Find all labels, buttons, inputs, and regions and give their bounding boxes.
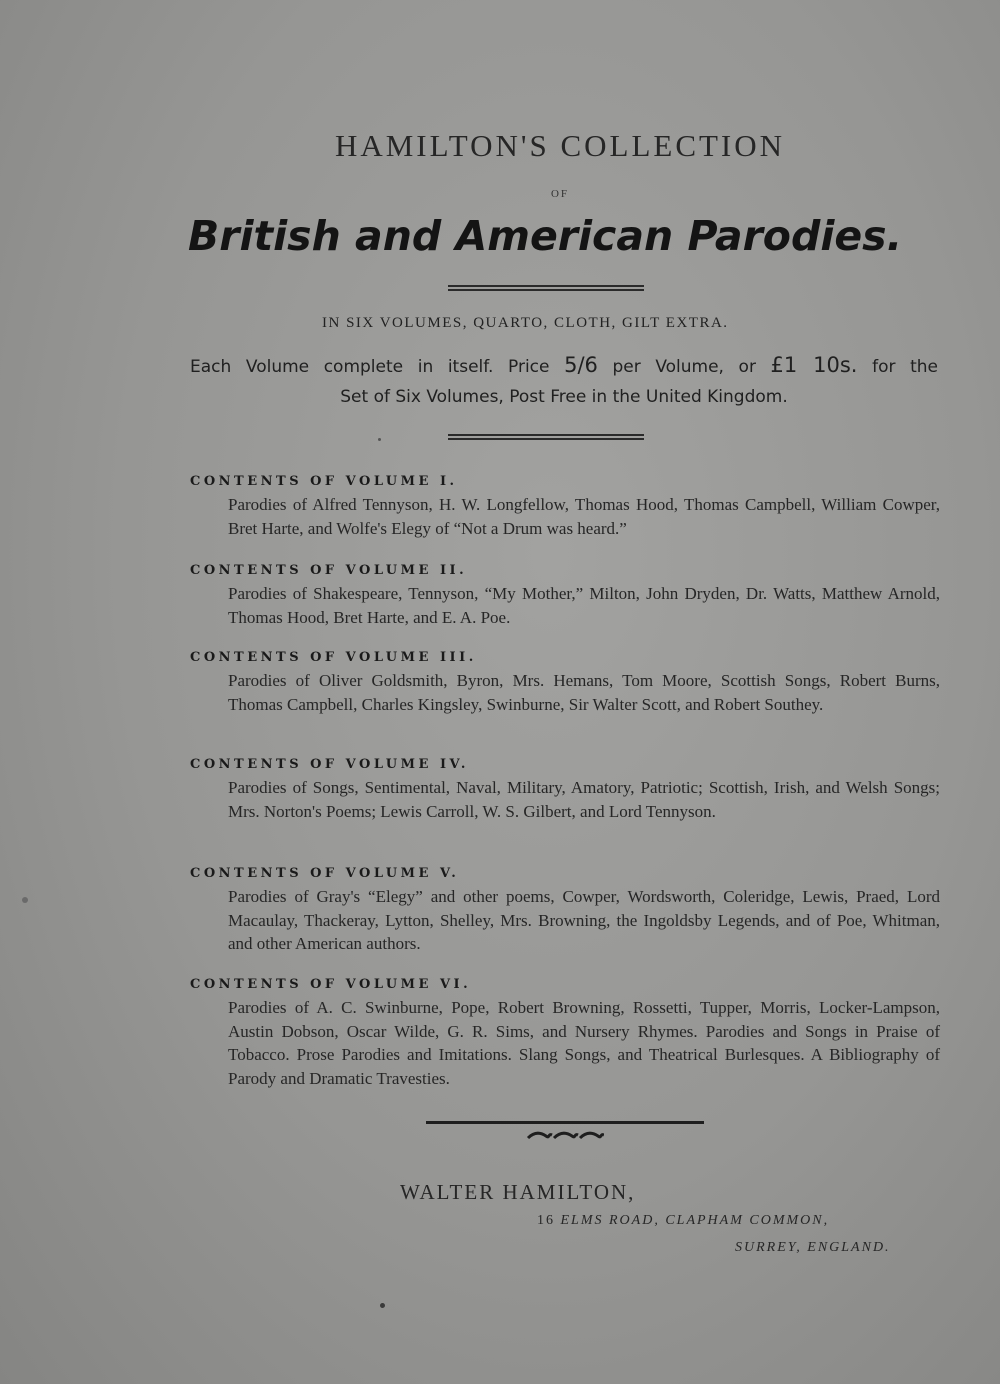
ink-speck — [378, 438, 381, 441]
volume-4-contents — [190, 757, 940, 823]
ink-speck — [22, 897, 28, 903]
volume-2-contents — [190, 563, 940, 629]
price-text-a: Each Volume complete in itself. Price — [190, 357, 565, 377]
publisher-address — [537, 1213, 829, 1229]
volume-heading: CONTENTS OF VOLUME II. — [190, 563, 468, 578]
ornament-icon — [524, 1129, 604, 1143]
volume-1-contents — [190, 474, 940, 540]
street-number: 16 — [537, 1213, 555, 1228]
volume-description: Parodies of Oliver Goldsmith, Byron, Mrs. Hemans, Tom Moore, Scottish Songs, Robert Burns, Thomas Campbell, Charles Kingsley, Swinburne, Sir Walter Scott, and Robert Southey. — [228, 671, 940, 714]
volume-heading: CONTENTS OF VOLUME I. — [190, 474, 458, 489]
street-name: ELMS ROAD, CLAPHAM COMMON, — [555, 1213, 830, 1228]
price-line-1 — [190, 350, 938, 382]
closing-rule — [426, 1121, 704, 1124]
collection-title: HAMILTON'S COLLECTION — [334, 128, 786, 163]
volume-heading: CONTENTS OF VOLUME V. — [190, 866, 460, 881]
volume-description: Parodies of A. C. Swinburne, Pope, Robert Browning, Rossetti, Tupper, Morris, Locker-Lampson, Austin Dobson, Oscar Wilde, G. R. Sims, and Nursery Rhymes. Parodies and Songs in Praise of Tobacco. Prose Parodies and Imitations. Slang Songs, and Theatrical Burlesques. A Bibliography of Parody and Dramatic Travesties. — [228, 998, 940, 1088]
price-line-2: Set of Six Volumes, Post Free in the United Kingdom. — [340, 387, 788, 407]
publisher-region: SURREY, ENGLAND. — [735, 1240, 891, 1255]
parodies-subtitle: British and American Parodies. — [188, 212, 903, 260]
volume-6-contents — [190, 977, 940, 1090]
volume-heading: CONTENTS OF VOLUME VI. — [190, 977, 472, 992]
ink-speck — [380, 1303, 385, 1308]
volume-heading: CONTENTS OF VOLUME III. — [190, 650, 477, 665]
volume-description: Parodies of Songs, Sentimental, Naval, Military, Amatory, Patriotic; Scottish, Irish, and Welsh Songs; Mrs. Norton's Poems; Lewis Carroll, W. S. Gilbert, and Lord Tennyson. — [228, 778, 940, 821]
double-rule-middle — [448, 434, 644, 440]
edition-description: IN SIX VOLUMES, QUARTO, CLOTH, GILT EXTRA. — [322, 315, 729, 331]
set-price: £1 10s. — [770, 353, 858, 377]
double-rule-top — [448, 285, 644, 291]
publisher-name: WALTER HAMILTON, — [400, 1180, 636, 1204]
volume-description: Parodies of Alfred Tennyson, H. W. Longfellow, Thomas Hood, Thomas Campbell, William Cowper, Bret Harte, and Wolfe's Elegy of “Not a Drum was heard.” — [228, 495, 940, 538]
volume-heading: CONTENTS OF VOLUME IV. — [190, 757, 469, 772]
price-text-e: for the — [857, 357, 938, 377]
price-text-c: per Volume, or — [597, 357, 771, 377]
volume-price: 5/6 — [564, 353, 598, 377]
volume-3-contents — [190, 650, 940, 716]
volume-description: Parodies of Gray's “Elegy” and other poems, Cowper, Wordsworth, Coleridge, Lewis, Praed, Lord Macaulay, Thackeray, Lytton, Shelley, Mrs. Browning, the Ingoldsby Legends, and of Poe, Whitman, and other American authors. — [228, 887, 940, 953]
price-notice — [190, 350, 938, 412]
volume-5-contents — [190, 866, 940, 956]
of-label: OF — [550, 188, 570, 200]
volume-description: Parodies of Shakespeare, Tennyson, “My Mother,” Milton, John Dryden, Dr. Watts, Matthew Arnold, Thomas Hood, Bret Harte, and E. A. Poe. — [228, 584, 940, 627]
